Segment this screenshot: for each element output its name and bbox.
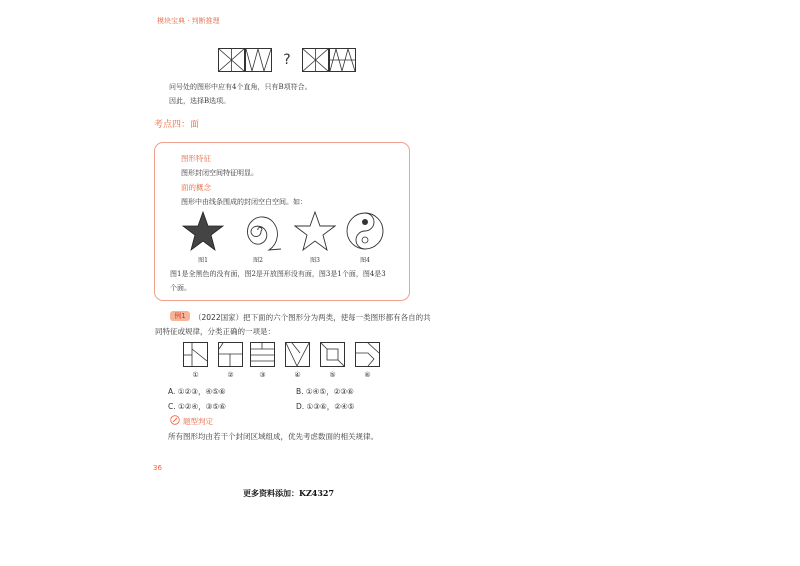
card-text-features: 图形封闭空间特征明显。: [181, 169, 258, 177]
option-label-1: ①: [192, 371, 199, 379]
outline-star-figure: [294, 210, 336, 252]
card-caption-line-2: 个面。: [170, 284, 191, 292]
question-line-1: （2022国家）把下面的六个图形分为两类，使每一类图形都有各自的共: [194, 313, 431, 322]
figure-label-1: 图1: [198, 257, 208, 264]
section-title: 考点四：面: [154, 120, 200, 130]
hint-text: 所有图形均由若干个封闭区域组成，优先考虑数面的相关规律。: [168, 432, 378, 441]
card-heading-features: 图形特征: [181, 154, 211, 163]
yin-yang-figure: [345, 211, 385, 251]
question-mark: ?: [283, 52, 291, 68]
option-figure-5: [320, 342, 345, 367]
figure-label-4: 图4: [360, 257, 370, 264]
option-figure-3: [250, 342, 275, 367]
pencil-icon: [170, 415, 180, 425]
figure-label-3: 图3: [310, 257, 320, 264]
question-line-2: 同特征或规律，分类正确的一项是：: [155, 327, 275, 336]
option-figure-4: [285, 342, 310, 367]
choice-a[interactable]: A. ①②③，④⑤⑥: [168, 387, 226, 396]
example-badge: 例1: [170, 311, 190, 321]
explanation-line-1: 问号处的图形中应有4个直角，只有B项符合。: [169, 83, 312, 91]
choice-c[interactable]: C. ①②④，③⑤⑥: [168, 402, 226, 411]
spiral-figure: [235, 208, 283, 252]
page-number: 36: [153, 464, 162, 472]
sequence-figure-5: [329, 48, 356, 72]
running-header: 模块宝典 · 判断推理: [157, 17, 220, 25]
black-star-figure: [182, 210, 224, 252]
sequence-figure-1: [218, 48, 245, 72]
figure-label-2: 图2: [253, 257, 263, 264]
card-heading-concept: 面的概念: [181, 183, 211, 192]
sequence-figure-2: [245, 48, 272, 72]
explanation-line-2: 因此，选择B选项。: [169, 97, 231, 105]
choice-d[interactable]: D. ①③⑥，②④⑤: [296, 402, 355, 411]
card-caption-line-1: 图1是全黑色的没有面，图2是开放图形没有面，图3是1个面，图4是3: [170, 270, 386, 278]
figure-sequence: [218, 48, 356, 74]
option-figure-6: [355, 342, 380, 367]
option-figure-1: [183, 342, 208, 367]
option-figure-2: [218, 342, 243, 367]
footer-note: 更多资料添加：KZ4327: [243, 488, 335, 498]
sequence-figure-4: [302, 48, 329, 72]
choice-b[interactable]: B. ①④⑤，②③⑥: [296, 387, 354, 396]
option-label-6: ⑥: [364, 371, 371, 379]
card-text-concept: 图形中由线条围成的封闭空白空间。如：: [181, 198, 307, 206]
option-label-2: ②: [227, 371, 234, 379]
option-label-5: ⑤: [329, 371, 336, 379]
option-label-4: ④: [294, 371, 301, 379]
hint-title: 题型判定: [183, 417, 213, 426]
option-label-3: ③: [259, 371, 266, 379]
